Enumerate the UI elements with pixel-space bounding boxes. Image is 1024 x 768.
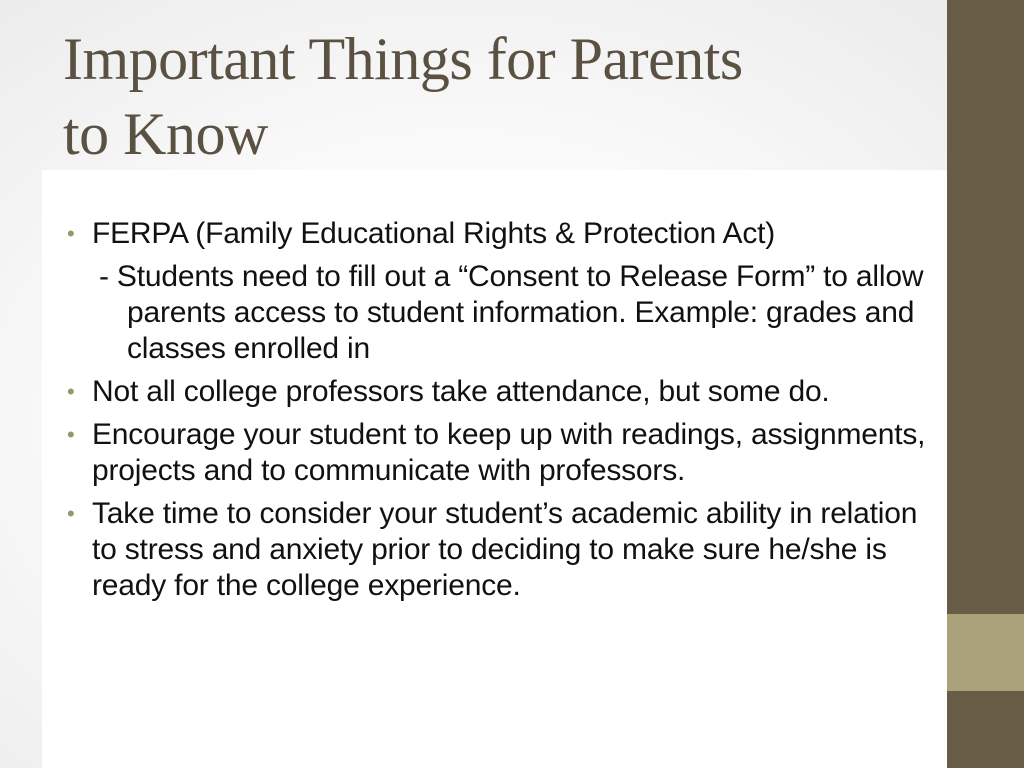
title-line-1: Important Things for Parents [63,26,743,92]
slide-title [63,22,923,172]
bullet-text: Not all college professors take attendance, but some do. [92,375,830,408]
bullet-item [67,216,937,252]
bullet-text: Encourage your student to keep up with readings, assignments, projects and to communicate with professors. [92,418,926,487]
bullet-item [67,496,937,604]
bullet-item [67,374,937,410]
bullet-item [67,417,937,489]
bullet-icon: • [67,422,75,447]
bullet-icon: • [67,221,75,246]
slide-body [67,216,937,611]
bullet-text: FERPA (Family Educational Rights & Protection Act) [92,217,776,250]
sub-item-text: - Students need to fill out a “Consent to Release Form” to allow parents access to student information. Example: grades and classes enrolled in [99,260,924,365]
title-line-2: to Know [63,101,268,167]
bullet-icon: • [67,379,75,404]
bullet-text: Take time to consider your student’s academic ability in relation to stress and anxiety prior to deciding to make sure he/she is ready for the college experience. [92,497,918,602]
side-decor-accent [947,614,1024,691]
bullet-icon: • [67,501,75,526]
